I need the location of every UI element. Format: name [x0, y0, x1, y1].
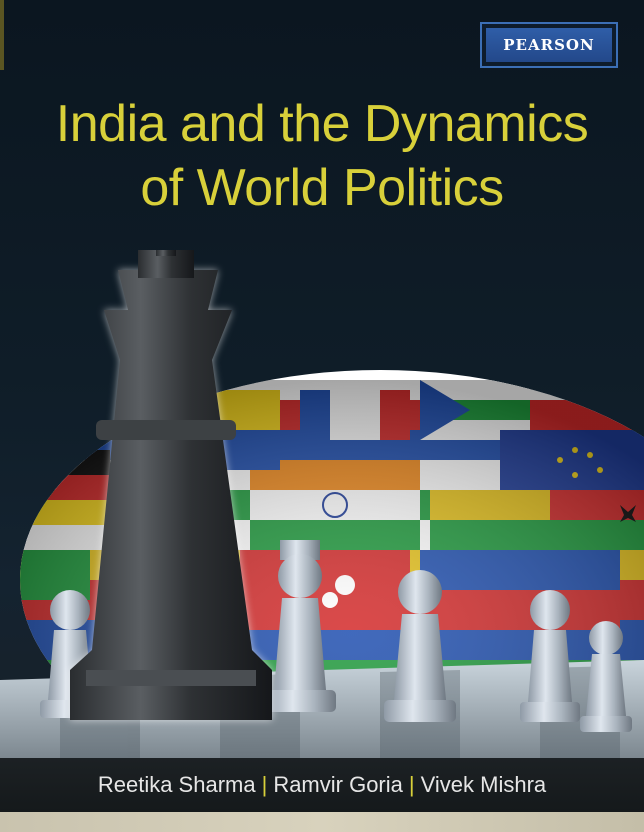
publisher-logo [480, 22, 618, 68]
title-line-2: of World Politics [140, 159, 504, 217]
author-bar [0, 758, 644, 812]
title-line-1: India and the Dynamics [55, 95, 589, 153]
author-1: Reetika Sharma [97, 772, 256, 797]
author-2: Ramvir Goria [273, 772, 403, 797]
bottom-strip [0, 812, 644, 832]
author-3: Vivek Mishra [420, 772, 547, 797]
publisher-logo-badge [486, 28, 612, 62]
publisher-name: PEARSON [503, 36, 595, 54]
author-separator: | [261, 772, 268, 797]
author-separator: | [408, 772, 415, 797]
cover-illustration [0, 250, 644, 758]
cover-edge [0, 0, 4, 70]
book-title [0, 92, 644, 220]
